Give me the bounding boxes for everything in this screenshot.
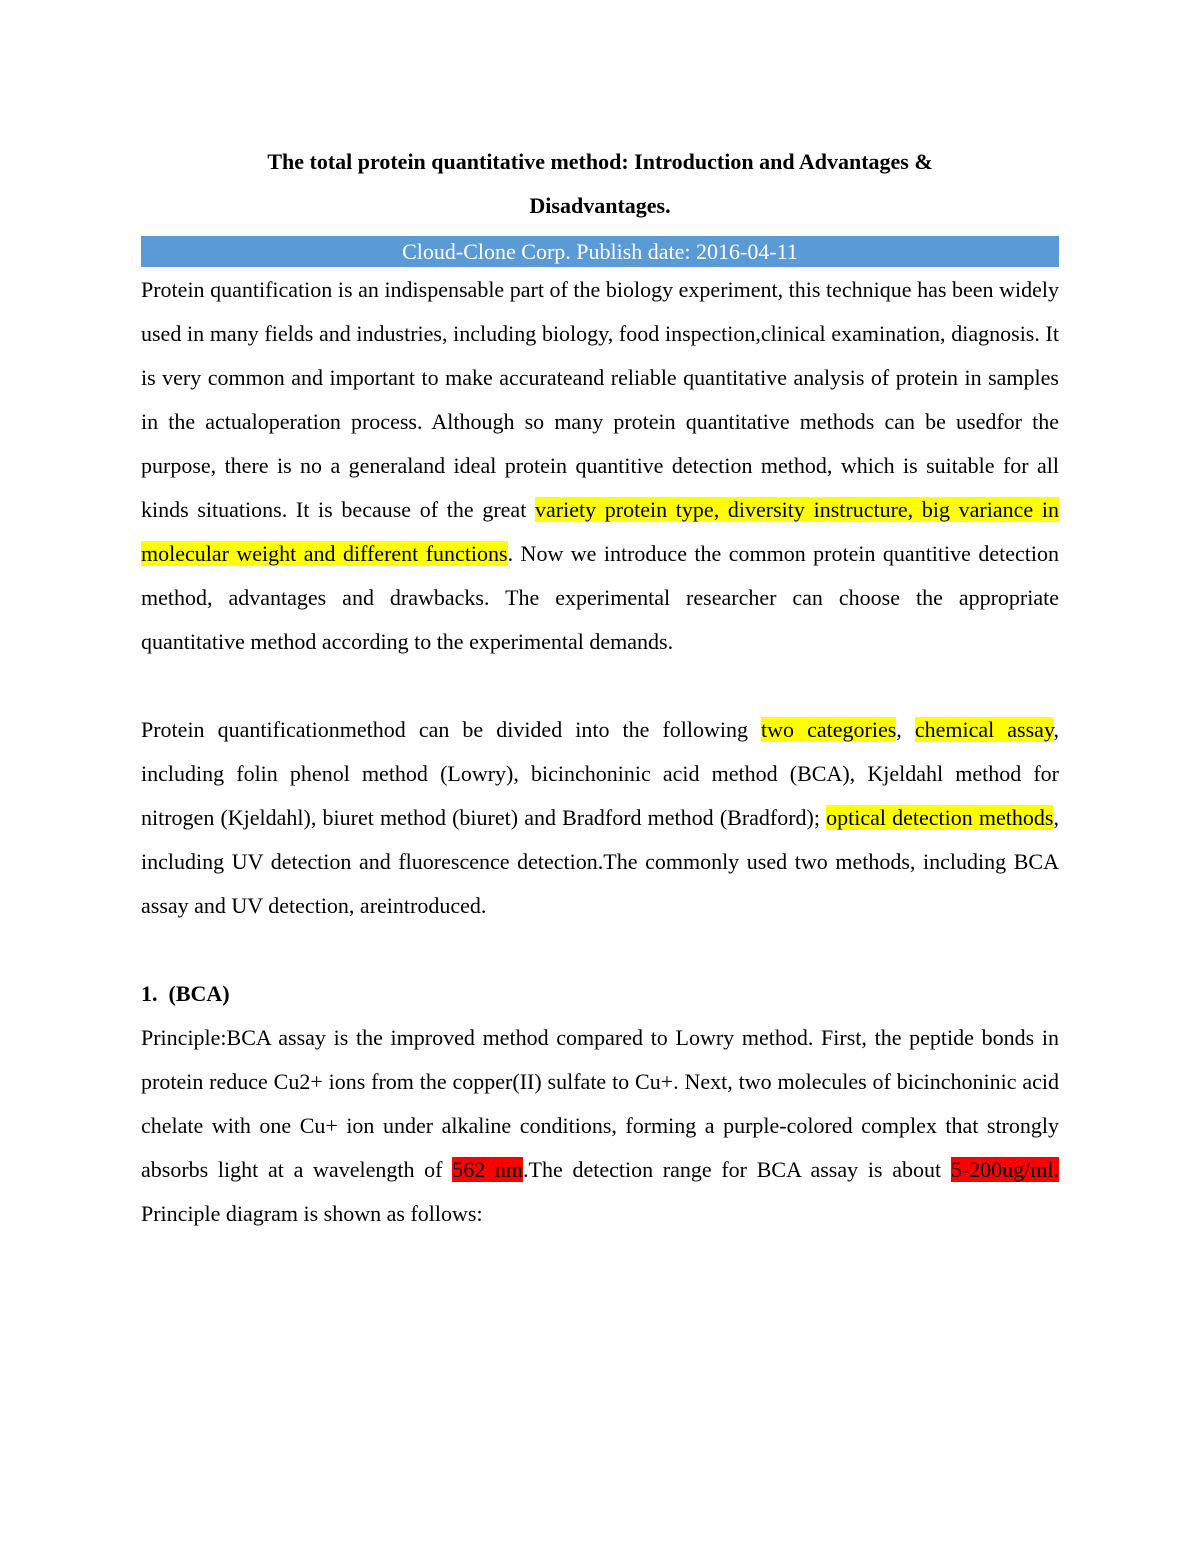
principle-text-1: Principle:BCA assay is the improved method compared to Lowry method. First, the peptide bonds in protein reduce Cu2+ ions from the copper(II) sulfate to Cu+. Next, two molecules of bicinchoninic acid chelate with one Cu+ ion under alkaline conditions, forming a purple-colored complex that strongly absorbs light at a wavelength of xyxy=(141,1025,1059,1182)
two-categories-highlight: two categories xyxy=(761,717,897,742)
categories-text-2: , xyxy=(896,717,915,742)
publish-banner-text: Cloud-Clone Corp. Publish date: 2016-04-11 xyxy=(402,239,798,264)
categories-text-1: Protein quantificationmethod can be divided into the following xyxy=(141,717,762,742)
publish-banner xyxy=(141,236,1059,267)
categories-text-4: , including UV detection and fluorescence detection.The commonly used two methods, including BCA assay and UV detection, areintroduced. xyxy=(141,805,1059,918)
wavelength-highlight: 562 nm xyxy=(452,1157,524,1182)
paragraph-spacer xyxy=(141,664,1059,708)
paragraph-spacer xyxy=(141,928,1059,972)
detection-range-highlight: 5-200ug/ml. xyxy=(950,1157,1059,1182)
document-title xyxy=(141,140,1059,228)
categories-paragraph xyxy=(141,708,1059,928)
title-line-1: The total protein quantitative method: Introduction and Advantages & xyxy=(267,149,933,174)
intro-highlight: variety protein type, diversity instructure, big variance in molecular weight and different functions xyxy=(141,497,1059,566)
section-title: (BCA) xyxy=(168,981,230,1006)
section-heading-bca xyxy=(141,972,1059,1016)
principle-text-3: Principle diagram is shown as follows: xyxy=(141,1201,483,1226)
principle-paragraph xyxy=(141,1016,1059,1236)
section-number: 1. xyxy=(141,981,158,1006)
intro-text-2: . Now we introduce the common protein quantitive detection method, advantages and drawbacks. The experimental researcher can choose the appropriate quantitative method according to the experimental demands. xyxy=(141,541,1059,654)
optical-methods-highlight: optical detection methods xyxy=(826,805,1054,830)
categories-text-3: , including folin phenol method (Lowry), bicinchoninic acid method (BCA), Kjeldahl method for nitrogen (Kjeldahl), biuret method (biuret) and Bradford method (Bradford); xyxy=(141,717,1060,830)
document-page xyxy=(141,140,1059,1236)
principle-text-2: .The detection range for BCA assay is about xyxy=(523,1157,951,1182)
title-line-2: Disadvantages. xyxy=(529,193,671,218)
chemical-assay-highlight: chemical assay xyxy=(914,717,1054,742)
intro-text-1: Protein quantification is an indispensable part of the biology experiment, this technique has been widely used in many fields and industries, including biology, food inspection,clinical examination, diagnosis. It is very common and important to make accurateand reliable quantitative analysis of protein in samples in the actualoperation process. Although so many protein quantitative methods can be usedfor the purpose, there is no a generaland ideal protein quantitive detection method, which is suitable for all kinds situations. It is because of the great xyxy=(141,277,1059,522)
intro-paragraph xyxy=(141,268,1059,664)
